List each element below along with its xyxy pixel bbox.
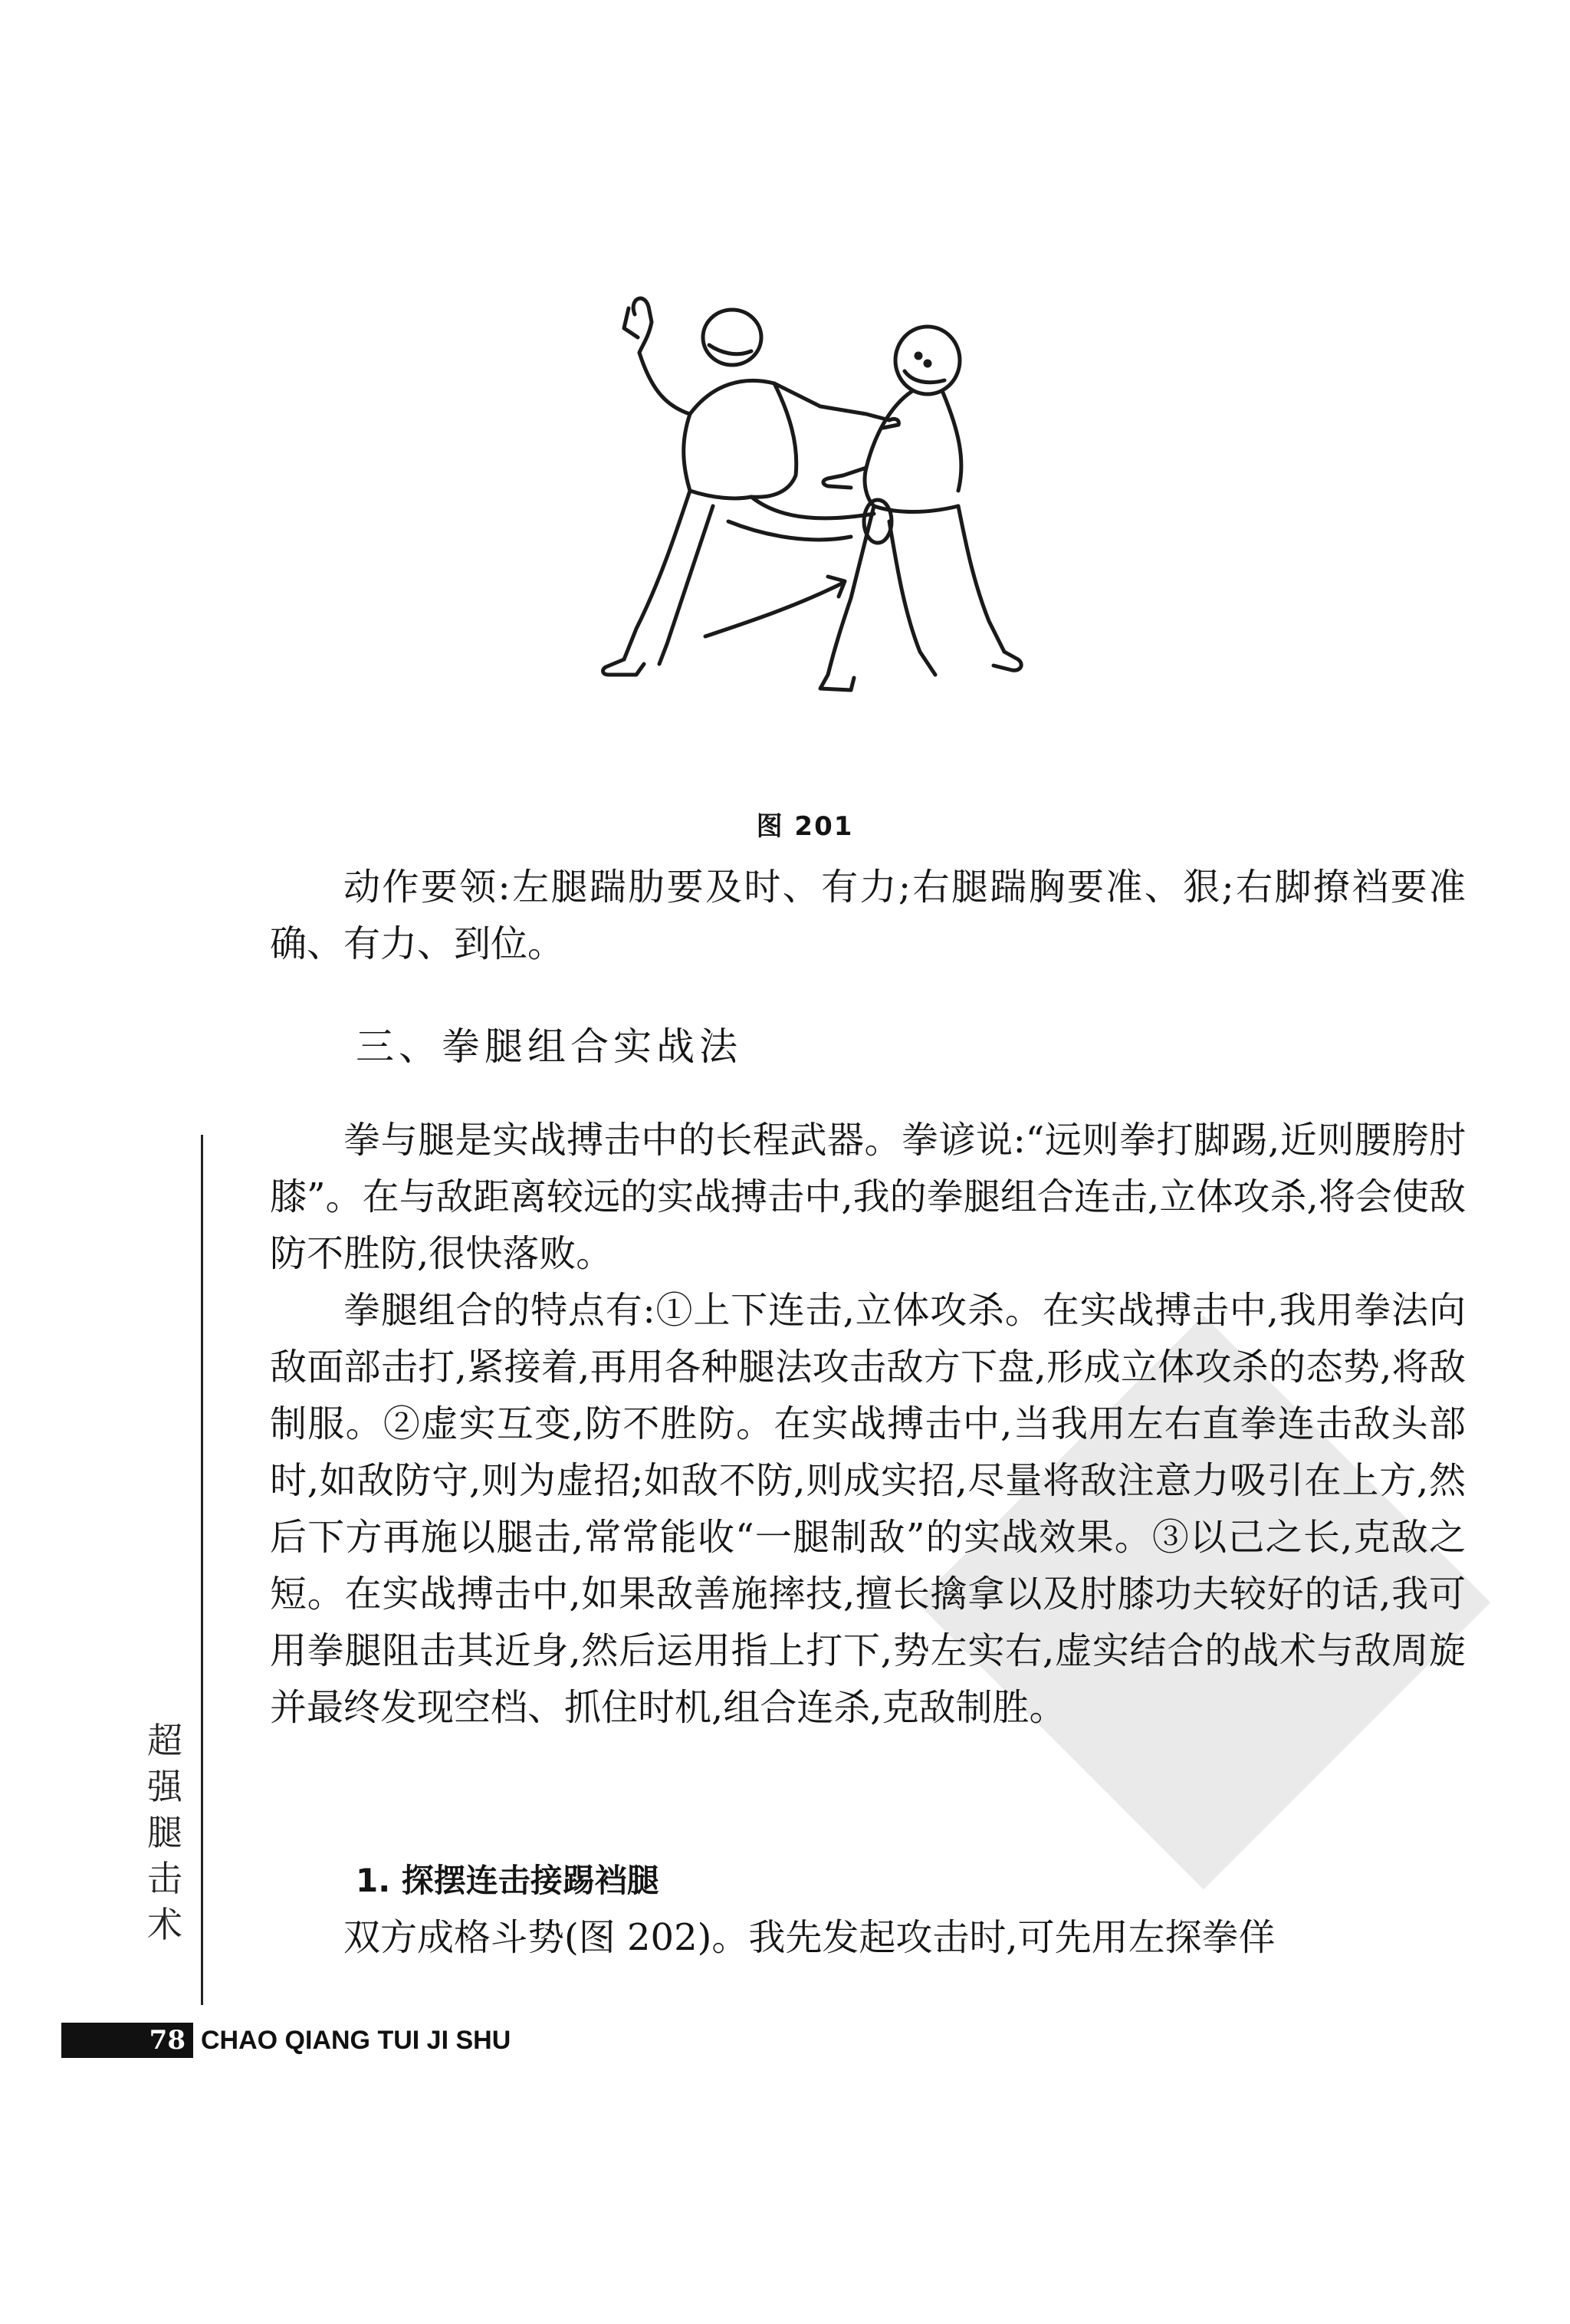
last-paragraph: 双方成格斗势(图 202)。我先发起攻击时,可先用左探拳佯 bbox=[343, 1916, 1276, 1959]
side-title-char: 强 bbox=[147, 1766, 182, 1807]
body-text-block bbox=[270, 1112, 1466, 1736]
side-title-char: 腿 bbox=[147, 1812, 182, 1853]
subsection-heading: 1. 探摆连击接踢裆腿 bbox=[356, 1862, 659, 1899]
features-paragraph: 拳腿组合的特点有:①上下连击,立体攻杀。在实战搏击中,我用拳法向敌面部击打,紧接着,再用各种腿法攻击敌方下盘,形成立体攻杀的态势,将敌制服。②虚实互变,防不胜防。在实战搏击中,当我用左右直拳连击敌头部时,如敌防守,则为虚招;如敌不防,则成实招,尽量将敌注意力吸引在上方,然后下方再施以腿击,常常能收“一腿制敌”的实战效果。③以己之长,克敌之短。在实战搏击中,如果敌善施摔技,擅长擒拿以及肘膝功夫较好的话,我可用拳腿阻击其近身,然后运用指上打下,势左实右,虚实结合的战术与敌周旋并最终发现空档、抓住时机,组合连杀,克敌制胜。 bbox=[270, 1289, 1466, 1729]
figure-201-illustration bbox=[598, 291, 1119, 797]
key-points-paragraph: 动作要领:左腿踹肋要及时、有力;右腿踹胸要准、狠;右脚撩裆要准确、有力、到位。 bbox=[270, 866, 1466, 965]
section-heading: 三、拳腿组合实战法 bbox=[356, 1024, 742, 1069]
key-points-block bbox=[270, 859, 1466, 972]
figure-caption: 图 201 bbox=[756, 811, 854, 842]
margin-rule bbox=[201, 1135, 203, 2005]
last-text-block bbox=[270, 1909, 1466, 1966]
page-footer bbox=[61, 2023, 511, 2058]
running-title: CHAO QIANG TUI JI SHU bbox=[201, 2025, 511, 2055]
side-title-char: 超 bbox=[147, 1720, 182, 1761]
side-title-char: 击 bbox=[147, 1858, 182, 1899]
page-number: 78 bbox=[61, 2023, 193, 2058]
side-title-char: 术 bbox=[147, 1904, 182, 1945]
intro-paragraph: 拳与腿是实战搏击中的长程武器。拳谚说:“远则拳打脚踢,近则腰胯肘膝”。在与敌距离较远的实战搏击中,我的拳腿组合连击,立体攻杀,将会使敌防不胜防,很快落败。 bbox=[270, 1119, 1466, 1275]
vertical-book-title bbox=[147, 1718, 182, 1948]
